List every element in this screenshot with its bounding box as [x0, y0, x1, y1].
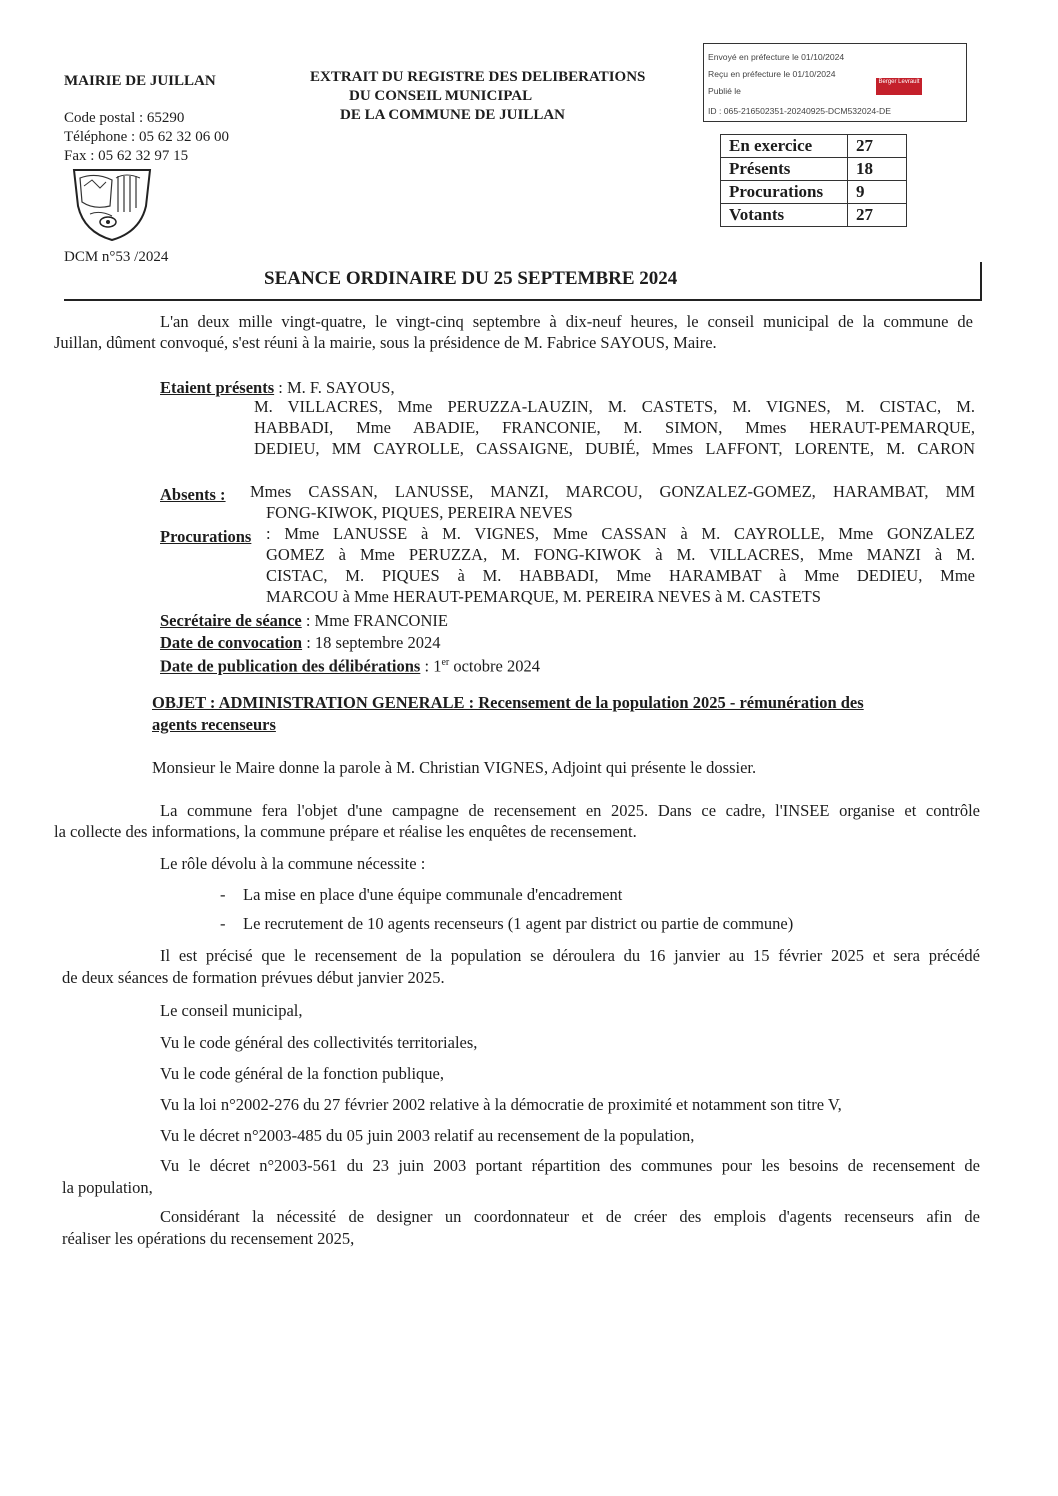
body-bullet2: Le recrutement de 10 agents recenseurs (1 agent par district ou partie de commune) — [243, 914, 794, 933]
secretaire-value: : Mme FRANCONIE — [301, 611, 448, 630]
count-value: 18 — [848, 158, 907, 181]
body-vu3: Vu la loi n°2002-276 du 27 février 2002 relative à la démocratie de proximité et notamment son titre V, — [160, 1095, 842, 1114]
publication-label: Date de publication des délibérations — [160, 656, 421, 676]
procurations-line2: GOMEZ à Mme PERUZZA, M. FONG-KIWOK à M. VILLACRES, Mme MANZI à M. — [266, 545, 975, 564]
count-value: 27 — [848, 135, 907, 158]
procurations-label: Procurations — [160, 527, 252, 546]
convocation-label: Date de convocation — [160, 633, 303, 652]
berger-levrault-logo: Berger Levrault — [876, 78, 922, 95]
stamp-recu: Reçu en préfecture le 01/10/2024 — [708, 69, 836, 79]
presents-label: Etaient présents — [160, 378, 275, 397]
body-vu5-line1: Vu le décret n°2003-561 du 23 juin 2003 portant répartition des communes pour les besoins de recensement de — [160, 1156, 980, 1175]
body-p2-line2: la collecte des informations, la commune prépare et réalise les enquêtes de recensement. — [54, 822, 637, 841]
body-p4-line2: de deux séances de formation prévues début janvier 2025. — [62, 968, 445, 987]
presents-line1: M. VILLACRES, Mme PERUZZA-LAUZIN, M. CASTETS, M. VIGNES, M. CISTAC, M. — [254, 397, 975, 416]
convocation-value: : 18 septembre 2024 — [302, 633, 441, 652]
presents-line2: HABBADI, Mme ABADIE, FRANCONIE, M. SIMON, Mmes HERAUT-PEMARQUE, — [254, 418, 975, 437]
count-row-presents — [721, 158, 907, 181]
body-vu5-line2: la population, — [62, 1178, 153, 1197]
count-value: 9 — [848, 181, 907, 204]
stamp-envoye: Envoyé en préfecture le 01/10/2024 — [708, 52, 845, 62]
procurations-line3: CISTAC, M. PIQUES à M. HABBADI, Mme HARAMBAT à Mme DEDIEU, Mme — [266, 566, 975, 585]
registre-title-line3: DE LA COMMUNE DE JUILLAN — [340, 107, 566, 123]
body-vu2: Vu le code général de la fonction publique, — [160, 1064, 444, 1083]
objet-line2: agents recenseurs — [152, 715, 276, 734]
prefecture-stamp — [703, 43, 967, 122]
count-label: En exercice — [721, 135, 848, 158]
fax: Fax : 05 62 32 97 15 — [64, 148, 189, 164]
body-bullet1: La mise en place d'une équipe communale d'encadrement — [243, 885, 623, 904]
mairie-name: MAIRIE DE JUILLAN — [64, 73, 216, 89]
count-row-exercice — [721, 135, 907, 158]
body-p2-line1: La commune fera l'objet d'une campagne de recensement en 2025. Dans ce cadre, l'INSEE organise et contrôle — [160, 801, 980, 820]
presents-line3: DEDIEU, MM CAYROLLE, CASSAIGNE, DUBIÉ, Mmes LAFFONT, LORENTE, M. CARON — [254, 439, 975, 458]
body-p4-line1: Il est précisé que le recensement de la population se déroulera du 16 janvier au 15 février 2025 et sera précédé — [160, 946, 980, 965]
body-vu1: Vu le code général des collectivités territoriales, — [160, 1033, 478, 1052]
body-p3: Le rôle dévolu à la commune nécessite : — [160, 854, 426, 873]
count-label: Procurations — [721, 181, 848, 204]
secretaire-line — [160, 610, 448, 632]
attendance-count-table — [720, 134, 907, 227]
count-row-votants — [721, 204, 907, 227]
registre-title-line2: DU CONSEIL MUNICIPAL — [349, 88, 533, 104]
registre-title-line1: EXTRAIT DU REGISTRE DES DELIBERATIONS — [310, 69, 646, 85]
session-title-box — [64, 262, 982, 301]
bullet-dash: - — [220, 885, 226, 904]
convocation-line — [160, 632, 440, 654]
bullet-dash: - — [220, 914, 226, 933]
count-row-procurations — [721, 181, 907, 204]
session-title: SEANCE ORDINAIRE DU 25 SEPTEMBRE 2024 — [264, 268, 678, 289]
intro-line2: Juillan, dûment convoqué, s'est réuni à la mairie, sous la présidence de M. Fabrice SAYOUS, Maire. — [54, 333, 717, 352]
absents-line1: Mmes CASSAN, LANUSSE, MANZI, MARCOU, GONZALEZ-GOMEZ, HARAMBAT, MM — [250, 482, 975, 501]
stamp-id: ID : 065-216502351-20240925-DCM532024-DE — [708, 106, 891, 116]
publication-value-pre: : 1 — [420, 656, 442, 676]
procurations-line1: : Mme LANUSSE à M. VIGNES, Mme CASSAN à M. CAYROLLE, Mme GONZALEZ — [266, 524, 975, 543]
body-considerant-line1: Considérant la nécessité de designer un coordonnateur et de créer des emplois d'agents recenseurs afin de — [160, 1207, 980, 1226]
body-p5: Le conseil municipal, — [160, 1001, 303, 1020]
intro-line1: L'an deux mille vingt-quatre, le vingt-cinq septembre à dix-neuf heures, le conseil municipal de la commune de — [160, 312, 973, 331]
stamp-publie: Publié le — [708, 86, 741, 96]
publication-value-post: octobre 2024 — [449, 656, 540, 676]
coat-of-arms-logo — [70, 166, 154, 242]
presents-mayor: : M. F. SAYOUS, — [274, 378, 395, 397]
publication-line — [160, 652, 540, 678]
procurations-line4: MARCOU à Mme HERAUT-PEMARQUE, M. PEREIRA NEVES à M. CASTETS — [266, 587, 821, 606]
dcm-number: DCM n°53 /2024 — [64, 249, 169, 265]
absents-label: Absents : — [160, 485, 226, 504]
body-considerant-line2: réaliser les opérations du recensement 2025, — [62, 1229, 355, 1248]
count-value: 27 — [848, 204, 907, 227]
code-postal: Code postal : 65290 — [64, 110, 185, 126]
count-label: Votants — [721, 204, 848, 227]
publication-value-sup: er — [441, 657, 450, 668]
objet-line1: OBJET : ADMINISTRATION GENERALE : Recensement de la population 2025 - rémunération des — [152, 693, 864, 712]
count-label: Présents — [721, 158, 848, 181]
body-p1: Monsieur le Maire donne la parole à M. Christian VIGNES, Adjoint qui présente le dossier. — [152, 758, 757, 777]
telephone: Téléphone : 05 62 32 06 00 — [64, 129, 229, 145]
secretaire-label: Secrétaire de séance — [160, 611, 302, 630]
absents-line2: FONG-KIWOK, PIQUES, PEREIRA NEVES — [266, 503, 573, 522]
body-vu4: Vu le décret n°2003-485 du 05 juin 2003 relatif au recensement de la population, — [160, 1126, 695, 1145]
